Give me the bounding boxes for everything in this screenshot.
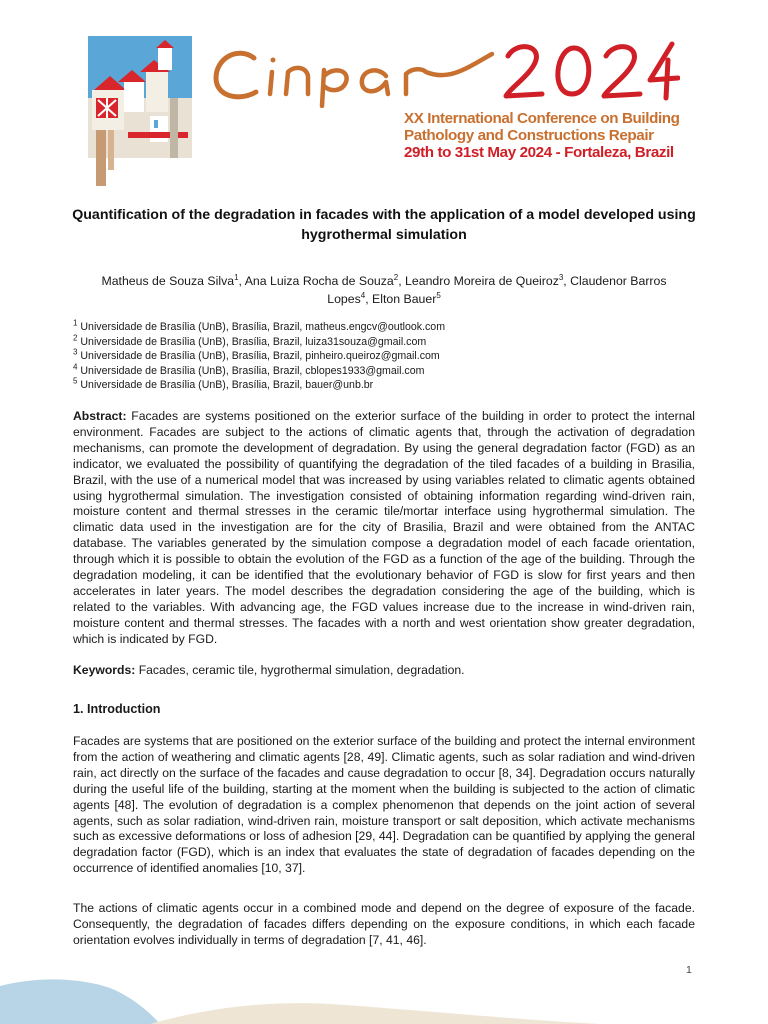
conference-name-line2: Pathology and Constructions Repair [404, 127, 654, 144]
logo-text: Cinpar2024 [210, 36, 216, 37]
conference-name-line1: XX International Conference on Building [404, 110, 680, 127]
affiliation-item: $^2$ Universidade de Brasília (UnB), Brasília, Brazil, luiza31souza@gmail.com [73, 333, 427, 348]
author-list: Matheus de Souza Silva$^1$, Ana Luiza Rocha de Souza$^2$, Leandro Moreira de Queiroz$^3$, Claudenor Barros Lopes$^4$, Elton Bauer$^5$ [101, 272, 667, 306]
introduction-paragraph: Facades are systems that are positioned on the exterior surface of the building and protect the internal environment from the action of weathering and climatic agents [28, 49]. Climatic agents, such as solar radiation and wind-driven rain, act directly on the surface of the facades and cause degradation to occur [8, 34]. Degradation occurs naturally during the useful life of the building, starting at the moment when the building is subjected to the action of climatic agents [48]. The evolution of degradation is a complex phenomenon that depends on the joint action of several agents, such as solar radiation, wind-driven rain, moisture transport or salt deposition, which activate mechanisms such as excessive deformations or loss of adhesion [29, 44]. Degradation can be quantified by applying the general degradation factor (FGD), which is an index that evaluates the state of degradation of facades depending on the occurrence of identified anomalies [10, 37]. [73, 734, 695, 876]
section-heading-introduction: 1. Introduction [73, 702, 161, 716]
abstract [73, 409, 695, 648]
keywords [73, 662, 695, 678]
author-sup: 1 [234, 272, 239, 282]
author-name: Ana Luiza Rocha de Souza [244, 274, 394, 288]
abstract-label: Abstract: [73, 409, 127, 423]
keywords-text: Facades, ceramic tile, hygrothermal simulation, degradation. [138, 663, 465, 677]
footer-wave-decoration [0, 960, 768, 1024]
affiliation-item: $^4$ Universidade de Brasília (UnB), Brasília, Brazil, cblopes1933@gmail.com [73, 362, 425, 377]
conference-logo-illustration [88, 36, 192, 186]
affiliation-item: $^5$ Universidade de Brasília (UnB), Brasília, Brazil, bauer@unb.br [73, 376, 374, 392]
affiliation-item: $^3$ Universidade de Brasília (UnB), Brasília, Brazil, pinheiro.queiroz@gmail.com [73, 347, 440, 363]
author-name: Claudenor Barros Lopes [327, 274, 667, 306]
author-sup: 2 [393, 272, 399, 282]
introduction-paragraph: The actions of climatic agents occur in a combined mode and depend on the degree of exposure of the facade. Consequently, the degradation of facades differs depending on the exposure conditions, in which each facade orientation evolves individually in terms of degradation [7, 41, 46]. [73, 901, 695, 947]
paper-title: Quantification of the degradation in facades with the application of a model developed using hygrothermal simulation [72, 207, 696, 243]
author-sup: 5 [436, 290, 441, 300]
keywords-label: Keywords: [73, 663, 136, 677]
author-sup: 3 [558, 272, 564, 282]
affiliation-list [73, 320, 713, 393]
conference-wordmark [210, 36, 680, 108]
affiliation-item: $^1$ Universidade de Brasília (UnB), Brasília, Brazil, matheus.engcv@outlook.com [73, 318, 446, 333]
conference-info [404, 110, 734, 161]
author-name: Leandro Moreira de Queiroz [405, 274, 559, 288]
abstract-text: Facades are systems positioned on the exterior surface of the building in order to protect the internal environment. Facades are subject to the actions of climatic agents that, through the activation of degradation mechanisms, can promote the development of degradation. By using the general degradation factor (FGD) as an indicator, we evaluated the possibility of quantifying the degradation of the tiled facades of a building in Brasilia, Brazil, with the use of a numerical model that was increased by using variables related to climatic agents obtained using hygrothermal simulation. The investigation consisted of obtaining information regarding wind-driven rain, moisture content and thermal stresses in the ceramic tile/mortar interface using hygrothermal simulation. The climatic data used in the investigation are for the city of Brasilia, Brazil and were obtained from the ANTAC database. The variables generated by the simulation compose a degradation model of each facade orientation, through which it is possible to obtain the evolution of the FGD as a function of the age of the building. Through the degradation modeling, it can be identified that the evolutionary behavior of FGD is slow for first years and then accelerates in later years. The model describes the degradation considering the age of the building, which is related to the variables. With advancing age, the FGD values increase due to the increase in wind-driven rain, moisture content and thermal stresses. The facades with a north and west orientation show greater degradation, which is indicated by FGD. [73, 409, 695, 646]
conference-date-location: 29th to 31st May 2024 - Fortaleza, Brazil [404, 144, 674, 161]
author-name: Matheus de Souza Silva [101, 274, 235, 288]
author-name: Elton Bauer [372, 292, 437, 306]
page-number: 1 [686, 964, 692, 976]
author-sup: 4 [360, 290, 366, 300]
